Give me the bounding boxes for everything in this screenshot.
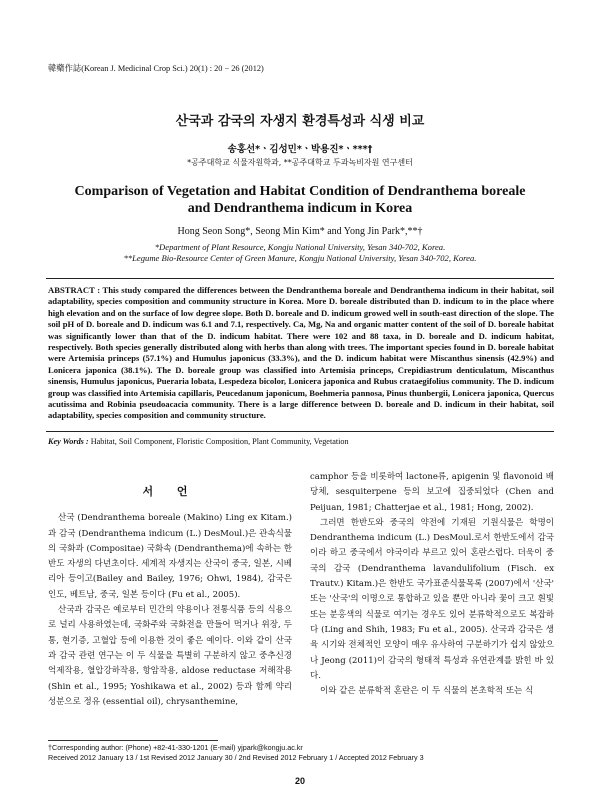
keywords <box>48 437 554 446</box>
english-affiliation-1: *Department of Plant Resource, Kongju National University, Yesan 340-702, Korea. <box>154 242 446 252</box>
keywords-label: Key Words : <box>48 437 89 446</box>
footnote-corresponding: †Corresponding author: (Phone) +82-41-330-1201 (E-mail) yjpark@kongju.ac.kr <box>48 743 303 752</box>
korean-title: 산국과 감국의 자생지 환경특성과 식생 비교 <box>175 114 425 129</box>
english-title-line-2: and Dendranthema indicum in Korea <box>187 201 413 216</box>
journal-header: 韓藥作誌(Korean J. Medicinal Crop Sci.) 20(1) : 20 − 26 (2012) <box>48 64 264 73</box>
abstract-top-rule <box>46 278 554 279</box>
english-title-line-1: Comparison of Vegetation and Habitat Condition of Dendranthema boreale <box>74 184 526 199</box>
right-paragraph-1: camphor 등을 비롯하여 lactone류, apigenin 및 flavonoid 배당체, sesquiterpene 등의 보고에 집중되었다 (Chen and Peijuan, 1981; Chatterjae et al., 1981; Hong, 2002). <box>310 472 554 513</box>
english-authors: Hong Seon Song*, Seong Min Kim* and Yong Jin Park*,**† <box>177 226 423 237</box>
right-paragraph-2: 그러면 한반도와 중국의 약전에 기재된 기원식물은 학명이 Dendranthema indicum (L.) DesMoul.로서 한반도에서 감국이라 하고 중국에서 야국이라 부르고 있어 혼란스럽다. 더욱이 중국의 감국 (Dendranthema lavandulifolium (Fisch. ex Trautv.) Kitam.)은 한반도 국가표준식물목록 (2007)에서 '산국' 또는 '산국'의 이명으로 통합하고 있을 뿐만 아니라 꽃이 크고 흰빛 또는 분홍색의 식물로 여기는 경우도 있어 분류학적으로도 복잡하다 (Ling and Shih, 1983; Fu et al., 2005). 산국과 감국은 생육 시기와 전체적인 모양이 매우 유사하여 구분하기가 쉽지 않았으나 Jeong (2011)이 감국의 형태적 특성과 유연관계를 밝힌 바 있다. <box>310 517 554 681</box>
right-column <box>310 470 554 699</box>
footnote-rule <box>48 740 218 741</box>
left-paragraph-1: 산국 (Dendranthema boreale (Makino) Ling ex Kitam.)과 감국 (Dendranthema indicum (L.) DesMoul.)은 관속식물의 국화과 (Compositae) 국화속 (Dendranthema)에 속하는 한반도 자생의 다년초이다. 세계적 자생지는 산국이 중국, 일본, 시베리아 등이고(Bailey and Bailey, 1976; Ohwi, 1984), 감국은 인도, 베트남, 중국, 일본 등이다 (Fu et al., 2005). <box>48 513 292 600</box>
abstract-bottom-rule <box>46 431 554 432</box>
english-affiliations <box>0 242 600 264</box>
left-paragraph-2: 산국과 감국은 예로부터 민간의 약용이나 전통식품 등의 식용으로 널리 사용하였는데, 국화주와 국화전을 만들어 먹거나 위장, 두통, 현기증, 고혈압 등에 이용한 것이 좋은 예이다. 이와 같이 산국과 감국 관련 연구는 이 두 식물을 특별히 구분하지 않고 중추신경억제작용, 혈압강하작용, 항암작용, aldose reductase 저해작용 (Shin et al., 1995; Yoshikawa et al., 2002) 등과 함께 약리성분으로 정유 (essential oil), chrysanthemine, <box>48 605 292 707</box>
section-heading: 서 언 <box>142 485 198 498</box>
footnote-received: Received 2012 January 13 / 1st Revised 2012 January 30 / 2nd Revised 2012 February 1 / Accepted 2012 February 3 <box>48 753 424 762</box>
english-affiliation-2: **Legume Bio-Resource Center of Green Manure, Kongju National University, Yesan 340-702, Korea. <box>123 253 477 263</box>
right-paragraph-3: 이와 같은 분류학적 혼란은 이 두 식물의 본초학적 또는 식 <box>320 686 534 697</box>
english-title <box>0 183 600 217</box>
left-column <box>48 470 292 710</box>
korean-affiliation: *공주대학교 식물자원학과, **공주대학교 두과녹비자원 연구센터 <box>187 158 413 167</box>
korean-authors: 송홍선*ㆍ김성민*ㆍ박용진*ㆍ***† <box>227 144 373 155</box>
footnotes <box>48 743 554 763</box>
abstract: ABSTRACT : This study compared the differences between the Dendranthema boreale and Dendranthema indicum in their habitat, soil adaptability, species composition and community structure in Korea. More D. boreale distributed than D. indicum to in the place where high elevation and on the surface of low degree slope. Both D. boreale and D. indicum growed well in south-east direction of the slope. The soil pH of D. boreale and D. indicum was 6.1 and 7.1, respectively. Ca, Mg, Na and organic matter content of the soil of D. boreale habitat was significantly lower than that of the D. indicum habitat. There were 102 and 88 taxa, in D. boreale and D. indicum habitat, respectively. Both species generally distributed along with herbs than along with trees. The important species found in D. boreale habitat were Artemisia princeps (57.1%) and Humulus japonicus (33.3%), and the D. indicum habitat were Miscanthus sinensis (42.9%) and Lonicera japonica (38.1%). The D. boreale group was classified into Artemisia princeps, Crepidiastrum denticulatum, Miscanthus sinensis, Humulus japonicus, Pueraria lobata, Lespedeza bicolor, Lonicera japonica and Rubus crataegifolius community. The D. indicum group was classified into Artemisia capillaris, Peucedanum japonicum, Boehmeria pannosa, Pinus thunbergii, Lonicera japonica, Quercus acutissima and Robinia pseudoacacia community. There is a large difference between D. boreale and D. indicum in their habitat, soil adaptability, species composition and community structure. <box>48 285 554 421</box>
keywords-text: Habitat, Soil Component, Floristic Composition, Plant Community, Vegetation <box>90 437 349 446</box>
page-number: 20 <box>294 776 305 786</box>
